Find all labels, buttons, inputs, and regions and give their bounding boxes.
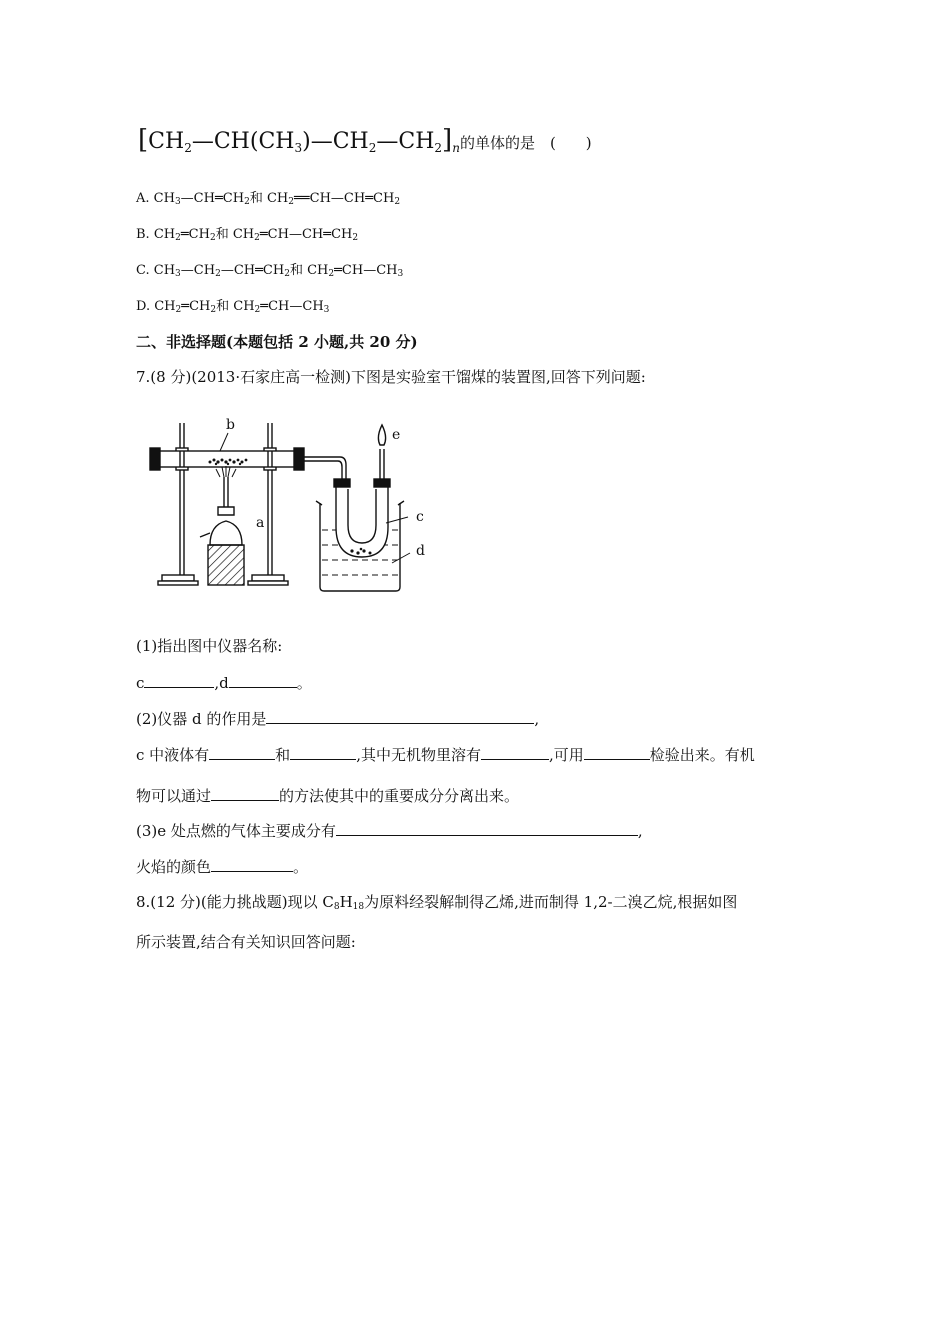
answer-blank-d-function[interactable]: [266, 709, 534, 724]
label-e: e: [392, 427, 401, 443]
formula-n: n: [452, 141, 460, 155]
q7-part1-title: (1)指出图中仪器名称:: [136, 637, 283, 655]
answer-blank-flame[interactable]: [211, 857, 293, 872]
q7-part3-line1: (3)e 处点燃的气体主要成分有 ,: [136, 822, 643, 840]
formula-open-bracket: [: [138, 125, 149, 155]
label-b: b: [226, 417, 235, 433]
option-b: B. $CH_2═CH_2$和 $CH_2═CH—CH═CH_2$: [136, 227, 359, 243]
option-a: A. $CH_3—CH═CH_2$和 $CH_2══CH—CH═CH_2$: [136, 191, 401, 207]
answer-blank-inorganic[interactable]: [481, 745, 549, 760]
answer-blank-gas[interactable]: [336, 821, 638, 836]
q7-stem: 7.(8 分)(2013·石家庄高一检测)下图是实验室干馏煤的装置图,回答下列问题:: [136, 368, 646, 386]
q7-part2-line1: (2)仪器 d 的作用是 ,: [136, 710, 540, 728]
answer-blank-liquid-2[interactable]: [290, 745, 356, 760]
q7-part2-line3: 物可以通过 的方法使其中的重要成分分离出来。: [136, 787, 520, 805]
label-c: c: [416, 509, 424, 525]
option-d: D. $CH_2═CH_2$和 $CH_2═CH—CH_3$: [136, 299, 330, 315]
answer-blank-test[interactable]: [584, 745, 650, 760]
question-tail: 的单体的是 ( ): [459, 134, 592, 152]
q7-part2-line2: c 中液体有 和 ,其中无机物里溶有 ,可用 检验出来。有机: [136, 746, 755, 764]
polymer-formula: $[CH_2—CH(CH_3)—CH_2—CH_2]_n$的单体的是 ( ): [138, 125, 592, 155]
option-c: C. $CH_3—CH_2—CH═CH_2$和 $CH_2═CH—CH_3$: [136, 263, 404, 279]
section-title: 二、非选择题(本题包括 2 小题,共 20 分): [136, 333, 418, 351]
q8-line1: 8.(12 分)(能力挑战题)现以 $C_8H_{18}$为原料经裂解制得乙烯,进而制得 1,2-二溴乙烷,根据如图: [136, 893, 738, 912]
answer-blank-d[interactable]: [229, 673, 297, 688]
q7-part1-answers: c ,d 。: [136, 674, 312, 692]
distillation-apparatus-figure: [140, 415, 430, 595]
label-d: d: [416, 543, 425, 559]
q8-line2: 所示装置,结合有关知识回答问题:: [136, 933, 356, 951]
formula-close-bracket: ]: [442, 125, 453, 155]
answer-blank-liquid-1[interactable]: [209, 745, 275, 760]
q7-part3-line2: 火焰的颜色 。: [136, 858, 309, 876]
label-a: a: [256, 515, 265, 531]
answer-blank-c[interactable]: [144, 673, 214, 688]
answer-blank-method[interactable]: [211, 786, 279, 801]
